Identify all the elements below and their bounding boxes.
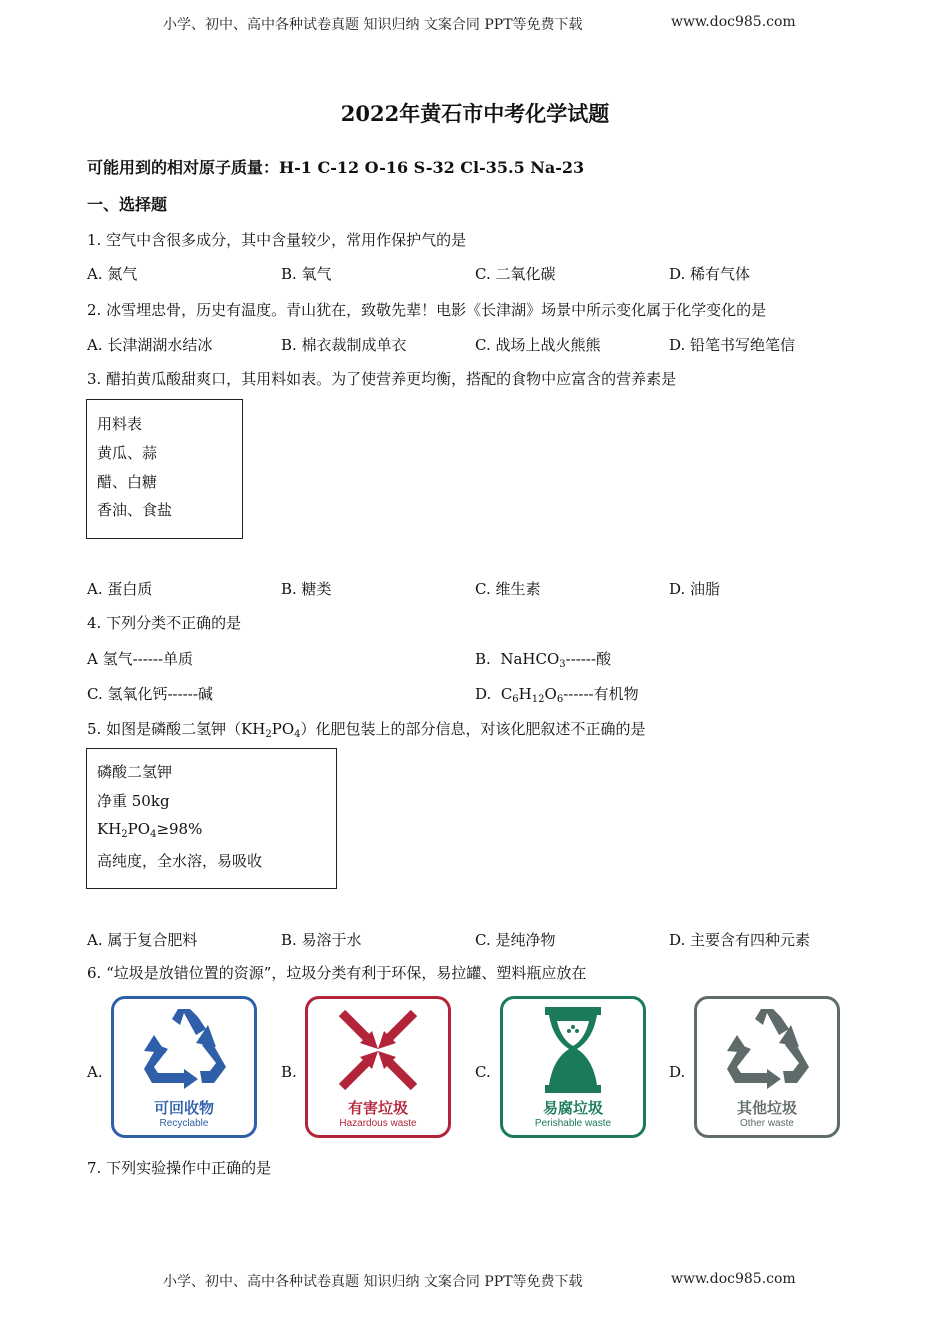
formula-text: PO xyxy=(127,820,151,838)
footer-left-text: 小学、初中、高中各种试卷真题 知识归纳 文案合同 PPT等免费下载 xyxy=(163,1274,583,1290)
hazardous-arrows-icon xyxy=(308,999,448,1099)
q3-option-b[interactable]: B. 糖类 xyxy=(281,580,332,598)
fertilizer-purity xyxy=(97,820,202,838)
q6-option-c-label[interactable]: C. xyxy=(475,1063,491,1081)
sign-label-zh: 可回收物 xyxy=(153,1099,214,1117)
q5-option-b[interactable]: B. 易溶于水 xyxy=(281,931,362,949)
page-title: 2022年黄石市中考化学试题 xyxy=(340,101,610,126)
q4-option-b-formula: NaHCO xyxy=(500,650,560,668)
q6-option-a-label[interactable]: A. xyxy=(87,1063,103,1081)
q4-option-d[interactable] xyxy=(475,683,639,704)
formula-element: H xyxy=(518,685,532,703)
ingredients-row: 黄瓜、蒜 xyxy=(97,444,158,462)
q4-option-a[interactable]: A 氢气------单质 xyxy=(87,650,194,668)
header-url[interactable]: www.doc985.com xyxy=(671,14,796,30)
question-7-stem: 7. 下列实验操作中正确的是 xyxy=(87,1159,272,1177)
sign-label-en: Perishable waste xyxy=(534,1118,612,1129)
subscript: 2 xyxy=(121,829,128,840)
sign-label-en: Hazardous waste xyxy=(339,1118,417,1129)
question-4-stem: 4. 下列分类不正确的是 xyxy=(87,614,242,632)
q2-option-c[interactable]: C. 战场上战火熊熊 xyxy=(475,336,601,354)
sign-label-en: Other waste xyxy=(740,1118,794,1129)
ingredients-table xyxy=(86,399,243,539)
q4-option-d-category: ------有机物 xyxy=(563,685,639,703)
perishable-sign[interactable] xyxy=(500,996,646,1138)
question-6-stem: 6. “垃圾是放错位置的资源”，垃圾分类有利于环保，易拉罐、塑料瓶应放在 xyxy=(87,964,587,982)
subscript: 4 xyxy=(150,829,157,840)
q4-option-b[interactable] xyxy=(475,648,611,669)
formula-text: KH xyxy=(97,820,122,838)
ingredients-row: 醋、白糖 xyxy=(97,473,158,491)
sign-label-zh: 其他垃圾 xyxy=(736,1099,797,1117)
sign-label-en: Recyclable xyxy=(159,1118,209,1129)
fertilizer-label-box xyxy=(86,748,337,889)
ingredients-title: 用料表 xyxy=(97,415,143,433)
q5-option-d[interactable]: D. 主要含有四种元素 xyxy=(669,931,811,949)
subscript: 6 xyxy=(556,694,564,705)
stem-text: 5. 如图是磷酸二氢钾（KH xyxy=(87,720,266,738)
formula-element: O xyxy=(544,685,557,703)
header-left-text: 小学、初中、高中各种试卷真题 知识归纳 文案合同 PPT等免费下载 xyxy=(163,17,583,33)
fertilizer-net-weight: 净重 50kg xyxy=(97,792,170,810)
q1-option-a[interactable]: A. 氮气 xyxy=(87,265,138,283)
q4-option-b-category: ------酸 xyxy=(565,650,612,668)
q4-option-b-label: B. xyxy=(475,650,491,668)
q2-option-d[interactable]: D. 铅笔书写绝笔信 xyxy=(669,336,796,354)
other-waste-sign[interactable] xyxy=(694,996,840,1138)
q6-option-b-label[interactable]: B. xyxy=(281,1063,297,1081)
footer-url[interactable]: www.doc985.com xyxy=(671,1271,796,1287)
subscript: 2 xyxy=(265,729,272,740)
stem-text: ）化肥包装上的部分信息，对该化肥叙述不正确的是 xyxy=(300,720,646,738)
subscript: 3 xyxy=(559,659,566,670)
section-heading: 一、选择题 xyxy=(87,195,168,214)
sign-label-zh: 易腐垃圾 xyxy=(542,1099,603,1117)
hazardous-sign[interactable] xyxy=(305,996,451,1138)
q2-option-a[interactable]: A. 长津湖湖水结冰 xyxy=(87,336,213,354)
subscript: 6 xyxy=(512,694,519,705)
sign-label-zh: 有害垃圾 xyxy=(347,1099,408,1117)
question-2-stem: 2. 冰雪埋忠骨，历史有温度。青山犹在，致敬先辈！电影《长津湖》场景中所示变化属于化学变化的是 xyxy=(87,301,767,319)
recyclable-sign[interactable] xyxy=(111,996,257,1138)
q1-option-c[interactable]: C. 二氧化碳 xyxy=(475,265,556,283)
subscript: 4 xyxy=(294,729,301,740)
question-1-stem: 1. 空气中含很多成分，其中含量较少，常用作保护气的是 xyxy=(87,231,467,249)
purity-value: ≥98% xyxy=(156,820,203,838)
q6-option-d-label[interactable]: D. xyxy=(669,1063,686,1081)
question-3-stem: 3. 醋拍黄瓜酸甜爽口，其用料如表。为了使营养更均衡，搭配的食物中应富含的营养素是 xyxy=(87,370,677,388)
stem-text: PO xyxy=(271,720,295,738)
q3-option-a[interactable]: A. 蛋白质 xyxy=(87,580,153,598)
ingredients-row: 香油、食盐 xyxy=(97,501,173,519)
hourglass-icon xyxy=(503,999,643,1099)
fertilizer-features: 高纯度，全水溶，易吸收 xyxy=(97,852,263,870)
q3-option-c[interactable]: C. 维生素 xyxy=(475,580,541,598)
formula-element: C xyxy=(500,685,513,703)
q5-option-c[interactable]: C. 是纯净物 xyxy=(475,931,556,949)
q1-option-b[interactable]: B. 氧气 xyxy=(281,265,332,283)
q2-option-b[interactable]: B. 棉衣裁制成单衣 xyxy=(281,336,407,354)
question-5-stem xyxy=(87,718,646,739)
fertilizer-name: 磷酸二氢钾 xyxy=(97,763,173,781)
q3-option-d[interactable]: D. 油脂 xyxy=(669,580,721,598)
atomic-masses: 可能用到的相对原子质量：H-1 C-12 O-16 S-32 Cl-35.5 Na-23 xyxy=(87,158,585,177)
subscript: 12 xyxy=(531,694,545,705)
q4-option-d-label: D. xyxy=(475,685,492,703)
recycle-icon xyxy=(697,999,837,1099)
q1-option-d[interactable]: D. 稀有气体 xyxy=(669,265,751,283)
recycle-icon xyxy=(114,999,254,1099)
q4-option-c[interactable]: C. 氢氧化钙------碱 xyxy=(87,685,213,703)
q5-option-a[interactable]: A. 属于复合肥料 xyxy=(87,931,198,949)
